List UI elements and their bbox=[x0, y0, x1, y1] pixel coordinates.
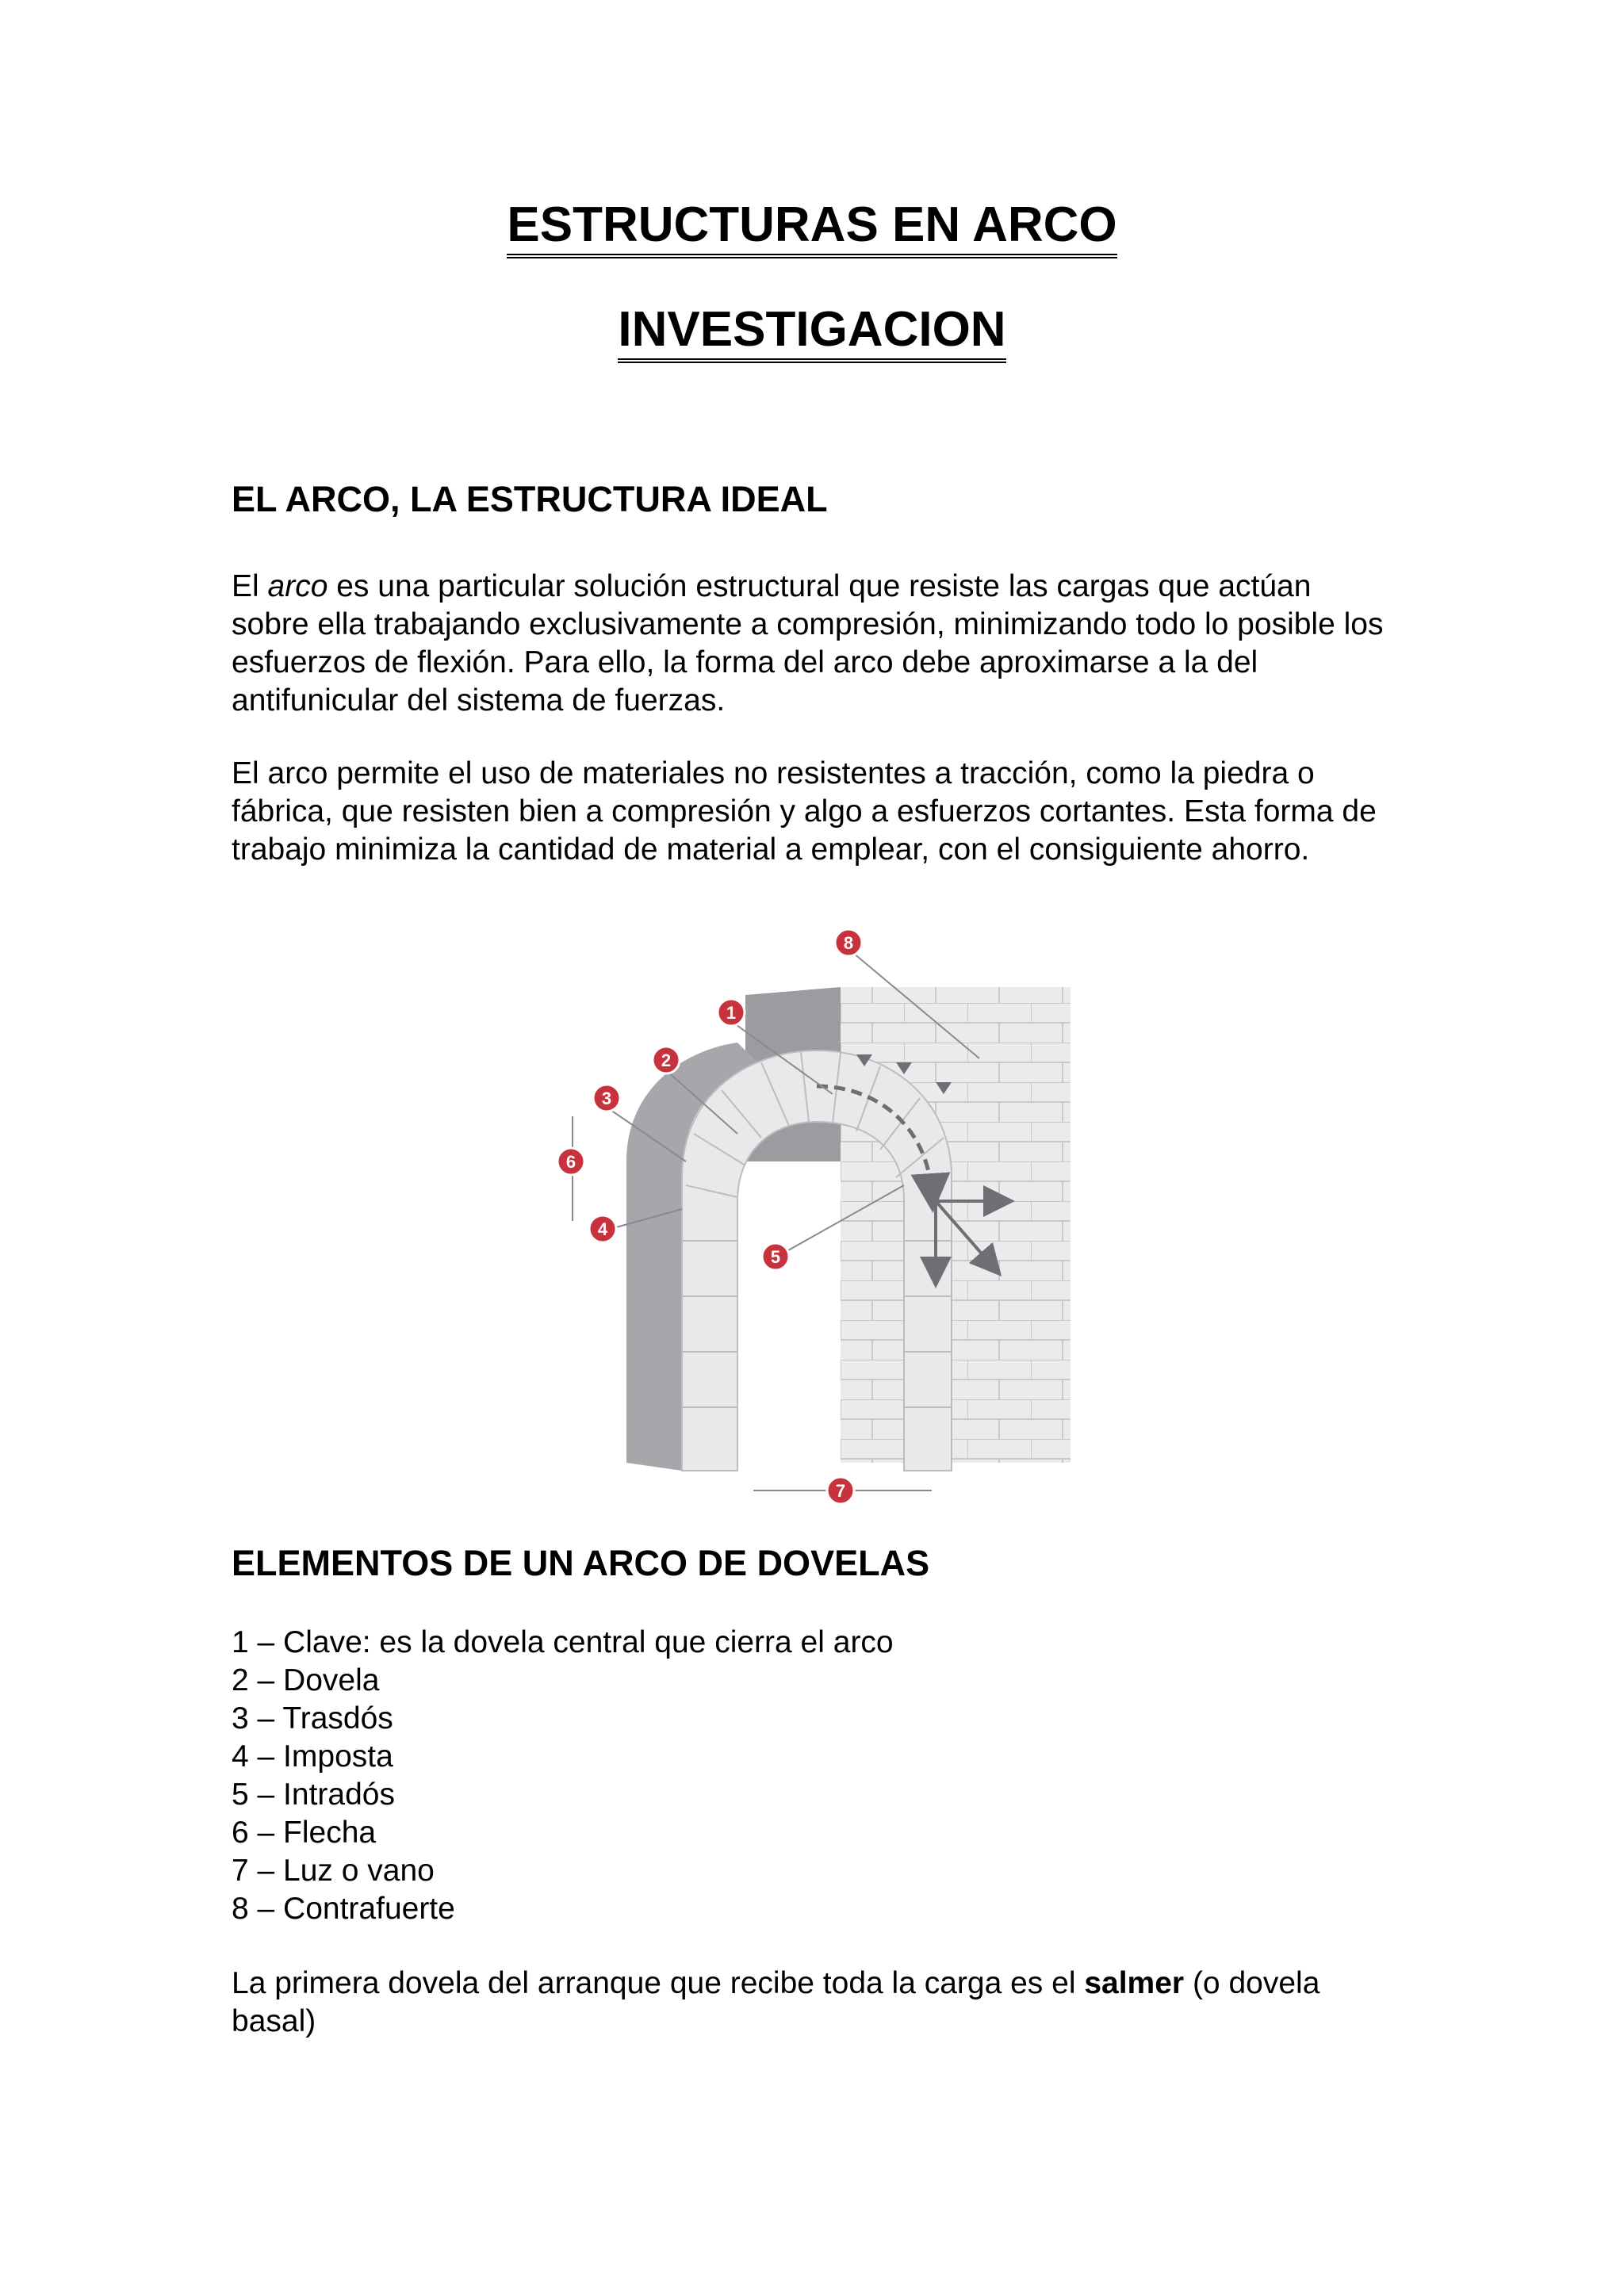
document-title bbox=[0, 197, 1624, 253]
marker-5 bbox=[762, 1243, 789, 1270]
list-item: 7 – Luz o vano bbox=[232, 1854, 435, 1888]
marker-7 bbox=[827, 1477, 854, 1504]
marker-3 bbox=[593, 1085, 620, 1112]
document-title-text: ESTRUCTURAS EN ARCO bbox=[507, 197, 1116, 258]
para1-italic-word: arco bbox=[267, 569, 328, 603]
marker-label: 6 bbox=[565, 1152, 576, 1172]
marker-2 bbox=[653, 1047, 680, 1073]
arch-diagram bbox=[523, 924, 1078, 1518]
document-subtitle-text: INVESTIGACION bbox=[618, 302, 1005, 363]
marker-label: 1 bbox=[726, 1003, 737, 1023]
marker-4 bbox=[589, 1215, 616, 1242]
paragraph-salmer bbox=[232, 1965, 1389, 2041]
section-heading-elementos: ELEMENTOS DE UN ARCO DE DOVELAS bbox=[232, 1543, 930, 1583]
paragraph-salmer-text bbox=[232, 1965, 1389, 2041]
marker-1 bbox=[718, 999, 745, 1026]
salmer-text-start: La primera dovela del arranque que recibe toda la carga es el bbox=[232, 1966, 1085, 2000]
list-item: 3 – Trasdós bbox=[232, 1701, 393, 1735]
elements-list bbox=[232, 1624, 894, 1928]
salmer-text-end: (o dovela basal) bbox=[232, 1966, 1320, 2038]
marker-8 bbox=[835, 929, 862, 956]
list-item: 1 – Clave: es la dovela central que cierra el arco bbox=[232, 1625, 894, 1659]
list-item: 4 – Imposta bbox=[232, 1739, 393, 1774]
section-heading-arco: EL ARCO, LA ESTRUCTURA IDEAL bbox=[232, 479, 828, 519]
marker-label: 4 bbox=[597, 1219, 608, 1239]
list-item: 8 – Contrafuerte bbox=[232, 1892, 455, 1926]
paragraph-materials-text: El arco permite el uso de materiales no resistentes a tracción, como la piedra o fábrica, que resisten bien a compresión y algo a esfuerzos cortantes. Esta forma de trabajo minimiza la cantidad de material a emplear, con el consiguiente ahorro. bbox=[232, 756, 1377, 867]
marker-label: 8 bbox=[843, 933, 854, 953]
document-subtitle bbox=[0, 301, 1624, 358]
marker-label: 5 bbox=[770, 1247, 781, 1267]
para1-text-rest: es una particular solución estructural que resiste las cargas que actúan sobre ella trabajando exclusivamente a compresión, minimizando todo lo posible los esfuerzos de flexión. Para ello, la forma del arco debe aproximarse a la del antifunicular del sistema de fuerzas. bbox=[232, 569, 1384, 718]
paragraph-intro-text bbox=[232, 568, 1389, 720]
marker-6 bbox=[557, 1148, 584, 1175]
list-item: 2 – Dovela bbox=[232, 1663, 380, 1697]
paragraph-intro bbox=[232, 568, 1389, 720]
salmer-bold-word: salmer bbox=[1084, 1966, 1185, 2000]
marker-label: 7 bbox=[835, 1481, 846, 1501]
marker-label: 2 bbox=[661, 1050, 672, 1070]
list-item: 6 – Flecha bbox=[232, 1816, 377, 1850]
marker-label: 3 bbox=[601, 1089, 612, 1108]
list-item: 5 – Intradós bbox=[232, 1777, 395, 1812]
para1-text-start: El bbox=[232, 569, 268, 603]
paragraph-materials bbox=[232, 755, 1389, 869]
